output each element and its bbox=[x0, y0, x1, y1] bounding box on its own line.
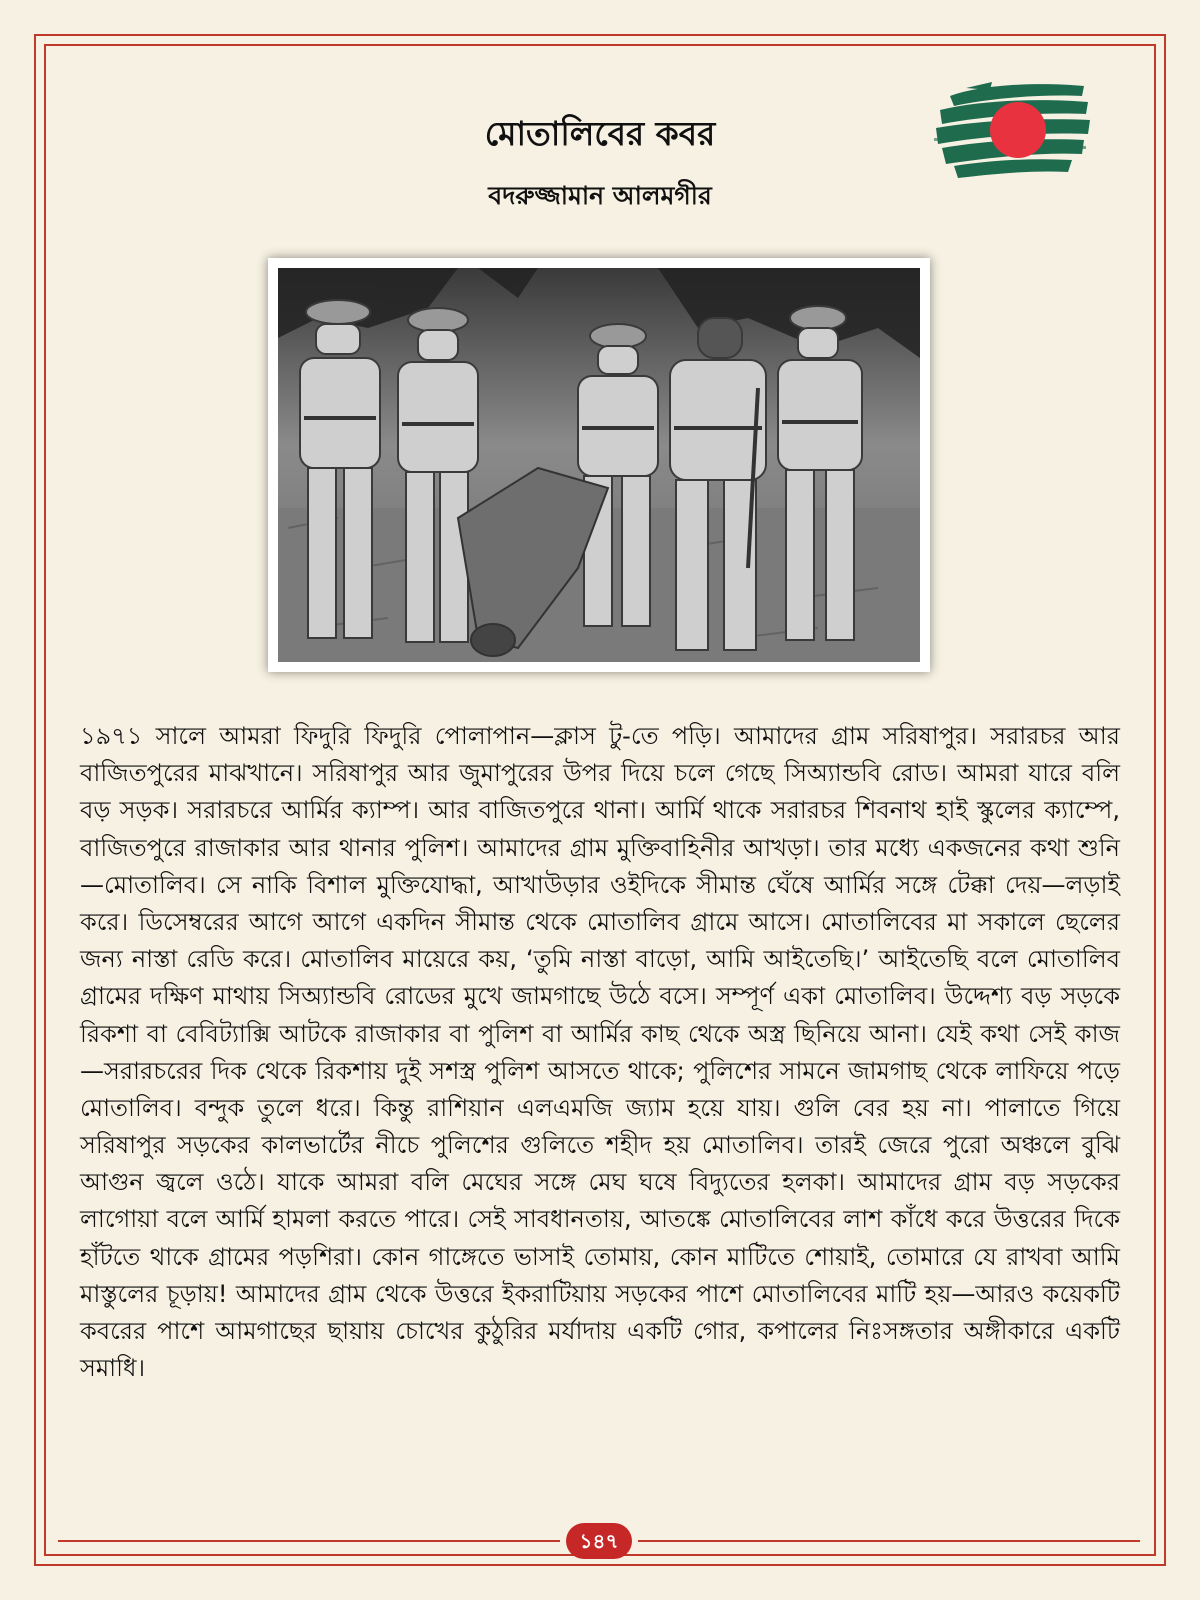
page-number: ১৪৭ bbox=[566, 1523, 632, 1559]
war-photo bbox=[268, 258, 930, 672]
footer-line-right bbox=[638, 1540, 1140, 1542]
article-title: মোতালিবের কবর bbox=[484, 114, 716, 153]
footer-line-left bbox=[58, 1540, 560, 1542]
article-body: ১৯৭১ সালে আমরা ফিদুরি ফিদুরি পোলাপান—ক্লাস টু-তে পড়ি। আমাদের গ্রাম সরিষাপুর। সরারচর আর বাজিতপুরের মাঝখানে। সরিষাপুর আর জুমাপুরের উপর দিয়ে চলে গেছে সিঅ্যান্ডবি রোড। আমরা যারে বলি বড় সড়ক। সরারচরে আর্মির ক্যাম্প। আর বাজিতপুরে থানা। আর্মি থাকে সরারচর শিবনাথ হাই স্কুলের ক্যাম্পে, বাজিতপুরে রাজাকার আর থানার পুলিশ। আমাদের গ্রাম মুক্তিবাহিনীর আখড়া। তার মধ্যে একজনের কথা শুনি—মোতালিব। সে নাকি বিশাল মুক্তিযোদ্ধা, আখাউড়ার ওইদিকে সীমান্ত ঘেঁষে আর্মির সঙ্গে টেক্কা দেয়—লড়াই করে। ডিসেম্বরের আগে আগে একদিন সীমান্ত থেকে মোতালিব গ্রামে আসে। মোতালিবের মা সকালে ছেলের জন্য নাস্তা রেডি করে। মোতালিব মায়েরে কয়, ‘তুমি নাস্তা বাড়ো, আমি আইতেছি।’ আইতেছি বলে মোতালিব গ্রামের দক্ষিণ মাথায় সিঅ্যান্ডবি রোডের মুখে জামগাছে উঠে বসে। সম্পূর্ণ একা মোতালিব। উদ্দেশ্য বড় সড়কে রিকশা বা বেবিট্যাক্সি আটকে রাজাকার বা পুলিশ বা আর্মির কাছ থেকে অস্ত্র ছিনিয়ে আনা। যেই কথা সেই কাজ—সরারচরের দিক থেকে রিকশায় দুই সশস্ত্র পুলিশ আসতে থাকে; পুলিশের সামনে জামগাছ থেকে লাফিয়ে পড়ে মোতালিব। বন্দুক তুলে ধরে। কিন্তু রাশিয়ান এলএমজি জ্যাম হয়ে যায়। গুলি বের হয় না। পালাতে গিয়ে সরিষাপুর সড়কের কালভার্টের নীচে পুলিশের গুলিতে শহীদ হয় মোতালিব। তারই জেরে পুরো অঞ্চলে বুঝি আগুন জ্বলে ওঠে। যাকে আমরা বলি মেঘের সঙ্গে মেঘ ঘষে বিদ্যুতের হলকা। আমাদের গ্রাম বড় সড়কের লাগোয়া বলে আর্মি হামলা করতে পারে। সেই সাবধানতায়, আতঙ্কে মোতালিবের লাশ কাঁধে করে উত্তরের দিকে হাঁটতে থাকে গ্রামের পড়শিরা। কোন গাঙ্গেতে ভাসাই তোমায়, কোন মাটিতে শোয়াই, তোমারে যে রাখবা আমি মাস্তুলের চূড়ায়! আমাদের গ্রাম থেকে উত্তরে ইকরাটিয়ায় সড়কের পাশে মোতালিবের মাটি হয়—আরও কয়েকটি কবরের পাশে আমগাছের ছায়ায় চোখের কুঠুরির মর্যাদায় একটি গোর, কপালের নিঃসঙ্গতার অঙ্গীকারে একটি সমাধি। bbox=[80, 722, 1120, 1383]
soldiers-photo-image bbox=[278, 268, 920, 662]
article-author: বদরুজ্জামান আলমগীর bbox=[488, 181, 712, 210]
page-footer bbox=[0, 1520, 1200, 1560]
